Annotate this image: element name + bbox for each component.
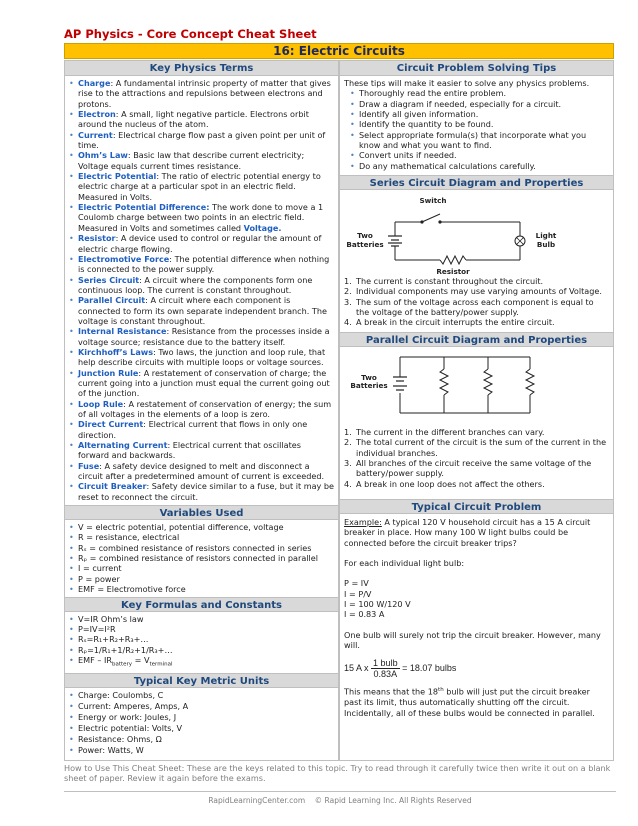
tip-item-text: Identify the quantity to be found.: [359, 119, 494, 130]
bullet-icon: •: [69, 202, 74, 213]
formula-item-text: V=IR Ohm’s law: [78, 613, 144, 624]
unit-item: [65, 712, 338, 723]
bullet-icon: •: [69, 522, 74, 533]
problem-equation: I = 100 W/120 V: [344, 598, 411, 609]
variable-item-text: V = electric potential, potential difference, voltage: [78, 522, 284, 533]
term-name: Resistor: [78, 233, 116, 244]
units-list: [65, 688, 338, 756]
bullet-icon: •: [69, 711, 74, 722]
bullet-icon: •: [69, 171, 74, 182]
bullet-icon: •: [69, 367, 74, 378]
bullet-icon: •: [69, 398, 74, 409]
bullet-icon: •: [69, 419, 74, 430]
unit-item: [65, 701, 338, 712]
item-number: 2.: [344, 286, 352, 297]
bullet-icon: •: [69, 644, 74, 655]
bullet-icon: •: [69, 532, 74, 543]
problem-equation: I = 0.83 A: [344, 609, 385, 620]
term-definition: : A restatement of conservation of energy; the sum of all voltages in the elements of a loop is zero.: [78, 398, 332, 419]
term-definition: : A circuit where the components form one continuous loop. The current is constant throughout.: [78, 274, 313, 295]
formula-part: = V: [132, 654, 150, 665]
term-item: [65, 368, 338, 399]
bullet-icon: •: [69, 613, 74, 624]
tip-item-text: Convert units if needed.: [359, 150, 457, 161]
variable-item-text: EMF = Electromotive force: [78, 584, 186, 595]
tips-list: [340, 88, 613, 171]
term-definition: : Electrical charge flow past a given point per unit of time.: [78, 129, 326, 151]
tip-item: [346, 130, 613, 151]
final-sup: th: [438, 687, 444, 694]
chapter-title: 16: Electric Circuits: [64, 43, 614, 59]
formula-item: [65, 655, 338, 670]
tips-intro: These tips will make it easier to solve any physics problems.: [344, 78, 590, 88]
bulb-label: Light Bulb: [535, 231, 557, 249]
formula-item-text: Rₛ=R₁+R₂+R₃+…: [78, 634, 149, 645]
tip-item-text: Select appropriate formula(s) that incorporate what you know and what you want to find.: [359, 129, 587, 151]
series-circuit-diagram: [340, 190, 613, 276]
term-definition: : Two laws, the junction and loop rule, that help describe circuits with multiple loops or voltage sources.: [78, 346, 326, 368]
item-number: 3.: [344, 457, 352, 468]
term-name: Parallel Circuit: [78, 295, 146, 306]
footer-copyright: © Rapid Learning Inc. All Rights Reserved: [314, 796, 472, 805]
switch-label: Switch: [419, 196, 447, 206]
variables-list: [65, 520, 338, 594]
item-number: 1.: [344, 426, 352, 437]
batteries-label: Two Batteries: [346, 231, 384, 249]
eq-denominator: 0.83A: [373, 669, 398, 680]
item-number: 4.: [344, 478, 352, 489]
variable-item: [65, 543, 338, 553]
footer-divider: [64, 791, 616, 792]
bullet-icon: •: [69, 150, 74, 161]
unit-item-text: Resistance: Ohms, Ω: [78, 733, 162, 744]
bullet-icon: •: [69, 689, 74, 700]
problem-final: [340, 685, 613, 718]
series-properties-list: [340, 276, 613, 328]
tip-item-text: Draw a diagram if needed, especially for a circuit.: [359, 98, 562, 109]
problem-equation: P = IV: [344, 578, 369, 589]
bullet-icon: •: [69, 460, 74, 471]
term-name: Series Circuit: [78, 274, 140, 285]
bullet-icon: •: [69, 733, 74, 744]
bullet-icon: •: [350, 150, 355, 161]
parallel-property: [340, 427, 613, 437]
variable-item: [65, 553, 338, 563]
series-property: [340, 286, 613, 296]
variable-item: [65, 532, 338, 542]
variable-item-text: I = current: [78, 563, 122, 574]
section-heading-variables: Variables Used: [65, 505, 338, 520]
bulb-calculation: [340, 658, 613, 679]
final-text-a: This means that the 18: [344, 687, 439, 697]
bullet-icon: •: [69, 129, 74, 140]
term-definition: : A restatement of conservation of charge; the current going into a junction must equal the current going out of the junction.: [78, 367, 330, 399]
item-number: 1.: [344, 276, 352, 287]
tip-item: [346, 99, 613, 109]
eq-numerator: 1 bulb: [373, 658, 398, 669]
term-name: Alternating Current: [78, 440, 168, 451]
term-definition: : A device used to control or regular the amount of electric charge flowing.: [78, 233, 322, 254]
eq-left: 15 A x: [344, 663, 369, 674]
parallel-circuit-diagram: [340, 347, 613, 427]
term-definition: : A circuit where each component is connected to form its own separate independent branch. The voltage is constant throughout.: [78, 295, 327, 326]
bullet-icon: •: [350, 109, 355, 120]
unit-item: [65, 734, 338, 745]
term-item: [65, 109, 338, 130]
term-name: Circuit Breaker: [78, 481, 147, 492]
term-item: [65, 78, 338, 109]
footer-credits: [64, 796, 616, 805]
unit-item-text: Electric potential: Volts, V: [78, 722, 183, 733]
parallel-batteries-label: Two Batteries: [350, 372, 388, 391]
bullet-icon: •: [69, 346, 74, 357]
bullet-icon: •: [69, 700, 74, 711]
section-heading-formulas: Key Formulas and Constants: [65, 597, 338, 612]
term-name: Electric Potential Difference:: [78, 202, 210, 213]
term-item: [65, 171, 338, 202]
resistor-label: Resistor: [436, 267, 470, 277]
variable-item-text: P = power: [78, 573, 120, 584]
variable-item-text: Rₛ = combined resistance of resistors connected in series: [78, 542, 312, 553]
eq-right: = 18.07 bulbs: [402, 663, 457, 674]
section-heading-series: Series Circuit Diagram and Properties: [340, 175, 613, 190]
term-definition: : Electrical current that oscillates forward and backwards.: [78, 440, 301, 461]
section-heading-parallel: Parallel Circuit Diagram and Properties: [340, 332, 613, 347]
problem-for-each: For each individual light bulb:: [344, 557, 465, 568]
formula-part: terminal: [149, 661, 173, 668]
term-definition: : Safety device similar to a fuse, but it may be reset to reconnect the circuit.: [78, 481, 335, 502]
term-highlight: Voltage.: [243, 222, 282, 233]
term-name: Kirchhoff’s Laws: [78, 346, 154, 357]
problem-equation: I = P/V: [344, 588, 372, 599]
problem-equations: [340, 578, 613, 619]
eq-fraction: [371, 658, 400, 679]
term-name: Current: [78, 129, 113, 140]
unit-item-text: Charge: Coulombs, C: [78, 689, 164, 700]
footer-site: RapidLearningCenter.com: [208, 796, 306, 805]
term-name: Internal Resistance: [78, 326, 167, 337]
bullet-icon: •: [69, 744, 74, 755]
formula-item: [65, 634, 338, 644]
variable-item: [65, 584, 338, 594]
unit-item-text: Power: Watts, W: [78, 744, 144, 755]
unit-item: [65, 723, 338, 734]
tip-item-text: Thoroughly read the entire problem.: [359, 88, 507, 99]
term-item: [65, 347, 338, 368]
bullet-icon: •: [69, 584, 74, 595]
term-definition: : A fundamental intrinsic property of matter that gives rise to the attractions and repulsions between electrons and protons.: [78, 78, 331, 109]
formula-part: EMF – IR: [78, 654, 112, 665]
bullet-icon: •: [350, 160, 355, 171]
variable-item: [65, 563, 338, 573]
bullet-icon: •: [69, 634, 74, 645]
term-name: Fuse: [78, 460, 100, 471]
bullet-icon: •: [69, 274, 74, 285]
term-item: [65, 275, 338, 296]
formula-item-text: Rₚ=1/R₁+1/R₂+1/R₃+…: [78, 644, 173, 655]
how-to-use-note: How to Use This Cheat Sheet: These are the keys related to this topic. Try to read through it carefully twice then write it out on a blank sheet of paper. Review it again before the exams.: [64, 763, 611, 784]
item-number: 3.: [344, 296, 352, 307]
bullet-icon: •: [350, 119, 355, 130]
variable-item: [65, 522, 338, 532]
bullet-icon: •: [69, 563, 74, 574]
right-column: [339, 60, 614, 761]
series-property-text: The current is constant throughout the circuit.: [356, 276, 544, 287]
unit-item: [65, 745, 338, 756]
formula-item: [65, 614, 338, 624]
parallel-property: [340, 479, 613, 489]
bullet-icon: •: [69, 253, 74, 264]
parallel-property: [340, 458, 613, 479]
term-item: [65, 440, 338, 461]
term-definition: : The ratio of electric potential energy to electric charge at a particular spot in an electric field. Measured in Volts.: [78, 171, 321, 202]
parallel-property-text: All branches of the circuit receive the same voltage of the battery/power supply.: [356, 457, 592, 479]
tip-item: [346, 119, 613, 129]
item-number: 4.: [344, 317, 352, 328]
section-heading-problem: Typical Circuit Problem: [340, 499, 613, 514]
tip-item-text: Identify all given information.: [359, 109, 479, 120]
term-name: Charge: [78, 78, 111, 88]
bullet-icon: •: [69, 542, 74, 553]
tip-item-text: Do any mathematical calculations carefully.: [359, 160, 536, 171]
bullet-icon: •: [350, 129, 355, 140]
bullet-icon: •: [69, 722, 74, 733]
section-heading-tips: Circuit Problem Solving Tips: [340, 61, 613, 76]
tip-item: [346, 109, 613, 119]
series-property: [340, 317, 613, 327]
left-column: [64, 60, 339, 761]
series-property-text: The sum of the voltage across each component is equal to the voltage of the battery/power supply.: [356, 296, 594, 318]
term-item: [65, 481, 338, 502]
term-definition: : A safety device designed to melt and disconnect a circuit after a predetermined amount of current is exceeded.: [78, 460, 325, 482]
problem-conclusion: One bulb will surely not trip the circuit breaker. However, many will.: [344, 629, 601, 650]
problem-example: [340, 514, 613, 548]
variable-item: [65, 574, 338, 584]
term-definition: The work done to move a 1 Coulomb charge between two points in an electric field. Measured in Volts and sometimes called: [78, 202, 324, 233]
formula-item: [65, 645, 338, 655]
unit-item-text: Current: Amperes, Amps, A: [78, 700, 189, 711]
unit-item-text: Energy or work: Joules, J: [78, 711, 177, 722]
term-definition: : The potential difference when nothing is connected to the power supply.: [78, 253, 330, 275]
bullet-icon: •: [69, 553, 74, 564]
term-item: [65, 326, 338, 347]
term-item: [65, 295, 338, 326]
term-item: [65, 419, 338, 440]
term-name: Direct Current: [78, 419, 144, 430]
parallel-properties-list: [340, 427, 613, 489]
term-name: Electron: [78, 109, 116, 120]
term-item: [65, 202, 338, 233]
formula-item: [65, 624, 338, 634]
term-definition: : Resistance from the processes inside a voltage source; resistance due to the battery itself.: [78, 326, 330, 347]
document-title: AP Physics - Core Concept Cheat Sheet: [64, 27, 317, 41]
parallel-property-text: A break in one loop does not affect the others.: [356, 478, 545, 489]
item-number: 2.: [344, 437, 352, 448]
parallel-property: [340, 437, 613, 458]
bullet-icon: •: [350, 88, 355, 99]
bullet-icon: •: [69, 109, 74, 120]
term-item: [65, 254, 338, 275]
section-heading-units: Typical Key Metric Units: [65, 673, 338, 688]
term-name: Electromotive Force: [78, 253, 170, 264]
term-name: Ohm’s Law: [78, 150, 128, 161]
tip-item: [346, 150, 613, 160]
tip-item: [346, 88, 613, 98]
final-text-b: bulb will just put the circuit breaker past its limit, thus automatically shutting off the circuit. Incidentally, all of these bulbs would be connected in parallel.: [344, 687, 595, 718]
term-name: Loop Rule: [78, 398, 124, 409]
unit-item: [65, 690, 338, 701]
formula-part: battery: [111, 661, 133, 668]
term-item: [65, 233, 338, 254]
term-name: Junction Rule: [78, 367, 139, 378]
example-label: Example:: [344, 516, 382, 527]
key-terms-list: [65, 76, 338, 502]
tip-item: [346, 161, 613, 171]
bullet-icon: •: [69, 78, 74, 88]
bullet-icon: •: [69, 233, 74, 244]
variable-item-text: R = resistance, electrical: [78, 532, 180, 543]
bullet-icon: •: [350, 98, 355, 109]
term-item: [65, 150, 338, 171]
example-text: A typical 120 V household circuit has a 15 A circuit breaker in place. How many 100 W light bulbs could be connected before the circuit breaker trips?: [344, 516, 591, 548]
bullet-icon: •: [69, 654, 74, 665]
series-property: [340, 297, 613, 318]
term-definition: : A small, light negative particle. Electrons orbit around the nucleus of the atom.: [78, 109, 309, 130]
formulas-list: [65, 612, 338, 670]
term-item: [65, 399, 338, 420]
parallel-property-text: The total current of the circuit is the sum of the current in the individual branches.: [356, 437, 607, 458]
term-definition: : Electrical current that flows in only one direction.: [78, 419, 308, 440]
variable-item-text: Rₚ = combined resistance of resistors connected in parallel: [78, 553, 319, 564]
bullet-icon: •: [69, 573, 74, 584]
bullet-icon: •: [69, 440, 74, 451]
term-name: Electric Potential: [78, 171, 157, 182]
series-property: [340, 276, 613, 286]
term-item: [65, 461, 338, 482]
series-property-text: Individual components may use varying amounts of Voltage.: [356, 286, 602, 297]
parallel-property-text: The current in the different branches can vary.: [356, 426, 545, 437]
bullet-icon: •: [69, 326, 74, 337]
bullet-icon: •: [69, 481, 74, 492]
term-definition: : Basic law that describe current electricity; Voltage equals current times resistance.: [78, 150, 305, 171]
series-property-text: A break in the circuit interrupts the entire circuit.: [356, 317, 555, 328]
term-item: [65, 130, 338, 151]
formula-item-text: P=IV=I²R: [78, 623, 116, 634]
section-heading-key-terms: Key Physics Terms: [65, 61, 338, 76]
bullet-icon: •: [69, 623, 74, 634]
bullet-icon: •: [69, 295, 74, 306]
